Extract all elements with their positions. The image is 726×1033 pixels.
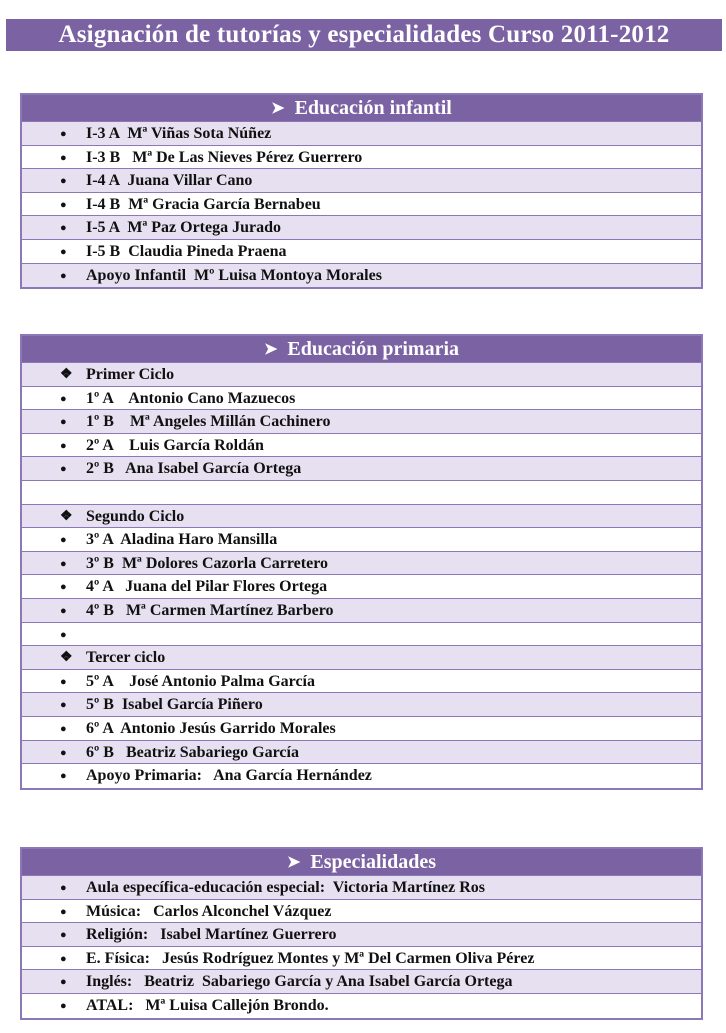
bullet-icon: ● bbox=[60, 557, 67, 570]
list-item bbox=[22, 264, 701, 288]
list-item bbox=[22, 122, 701, 146]
list-item-text: 4º B Mª Carmen Martínez Barbero bbox=[86, 601, 334, 619]
cycle-heading: Primer Ciclo bbox=[86, 366, 175, 383]
list-item bbox=[22, 505, 701, 529]
list-item-text: Música: Carlos Alconchel Vázquez bbox=[86, 902, 332, 920]
list-item-text: I-5 A Mª Paz Ortega Jurado bbox=[86, 219, 281, 237]
list-item-text: 6º A Antonio Jesús Garrido Morales bbox=[86, 719, 336, 737]
bullet-icon: ● bbox=[60, 999, 67, 1012]
bullet-icon: ● bbox=[60, 722, 67, 735]
list-item-text: ATAL: Mª Luisa Callejón Brondo. bbox=[86, 996, 329, 1014]
list-item-text: 1º A Antonio Cano Mazuecos bbox=[86, 389, 296, 407]
list-item-text: 2º B Ana Isabel García Ortega bbox=[86, 460, 302, 478]
section-educacion-infantil bbox=[20, 93, 703, 289]
list-item bbox=[22, 599, 701, 623]
bullet-icon: ● bbox=[60, 392, 67, 405]
bullet-icon: ● bbox=[60, 222, 67, 235]
list-item bbox=[22, 575, 701, 599]
list-item bbox=[22, 970, 701, 994]
bullet-icon: ● bbox=[60, 882, 67, 894]
bullet-icon: ● bbox=[60, 699, 67, 712]
section-educacion-primaria bbox=[20, 334, 703, 790]
section-heading-label: Educación infantil bbox=[294, 97, 452, 119]
list-item-text: 1º B Mª Angeles Millán Cachinero bbox=[86, 413, 331, 431]
list-item bbox=[22, 900, 701, 924]
list-item bbox=[22, 717, 701, 741]
bullet-icon: ● bbox=[60, 245, 67, 258]
bullet-icon: ● bbox=[60, 604, 67, 617]
bullet-icon: ● bbox=[60, 416, 67, 429]
bullet-icon: ● bbox=[60, 770, 67, 783]
list-item bbox=[22, 240, 701, 264]
list-item bbox=[22, 363, 701, 387]
list-item-text: E. Física: Jesús Rodríguez Montes y Mª Del Carmen Oliva Pérez bbox=[86, 949, 535, 967]
list-item-text: I-4 A Juana Villar Cano bbox=[86, 172, 253, 190]
list-item bbox=[22, 457, 701, 481]
list-item bbox=[22, 169, 701, 193]
cycle-heading: Segundo Ciclo bbox=[86, 507, 185, 525]
list-item-text: 5º B Isabel García Piñero bbox=[86, 696, 263, 714]
list-item-text: 2º A Luis García Roldán bbox=[86, 436, 264, 454]
list-item-text: 3º B Mª Dolores Cazorla Carretero bbox=[86, 554, 329, 572]
bullet-icon: ● bbox=[60, 175, 67, 188]
list-item-text: 5º A José Antonio Palma García bbox=[86, 672, 315, 690]
list-item bbox=[22, 646, 701, 670]
bullet-icon: ● bbox=[60, 463, 67, 476]
bullet-icon: ● bbox=[60, 628, 67, 641]
cycle-heading: Tercer ciclo bbox=[86, 649, 166, 667]
list-item bbox=[22, 434, 701, 458]
bullet-icon: ● bbox=[60, 198, 67, 211]
list-item-text: 3º A Aladina Haro Mansilla bbox=[86, 531, 278, 549]
bullet-icon: ● bbox=[60, 534, 67, 547]
diamond-bullet-icon: ❖ bbox=[60, 508, 73, 524]
list-item bbox=[22, 994, 701, 1018]
bullet-icon: ● bbox=[60, 976, 67, 989]
list-item-text: Apoyo Primaria: Ana García Hernández bbox=[86, 767, 372, 785]
list-item bbox=[22, 146, 701, 170]
list-item-text: Religión: Isabel Martínez Guerrero bbox=[86, 926, 337, 944]
list-item-text: Apoyo Infantil Mº Luisa Montoya Morales bbox=[86, 266, 382, 284]
bullet-icon: ● bbox=[60, 929, 67, 942]
list-item bbox=[22, 552, 701, 576]
list-item bbox=[22, 876, 701, 900]
list-item-text: Aula específica-educación especial: Victoria Martínez Ros bbox=[86, 879, 486, 896]
list-item bbox=[22, 216, 701, 240]
list-item bbox=[22, 387, 701, 411]
arrowhead-icon: ➤ bbox=[271, 100, 285, 117]
list-item bbox=[22, 670, 701, 694]
list-item bbox=[22, 923, 701, 947]
list-item bbox=[22, 623, 701, 647]
list-item-text: 6º B Beatriz Sabariego García bbox=[86, 743, 299, 761]
page-title: Asignación de tutorías y especialidades Curso 2011-2012 bbox=[6, 19, 722, 51]
list-item-text: Inglés: Beatriz Sabariego García y Ana Isabel García Ortega bbox=[86, 973, 513, 991]
section-heading-label: Especialidades bbox=[310, 851, 436, 873]
diamond-bullet-icon: ❖ bbox=[60, 367, 73, 382]
section-heading bbox=[22, 95, 701, 122]
section-especialidades bbox=[20, 847, 703, 1020]
bullet-icon: ● bbox=[60, 151, 67, 164]
list-item bbox=[22, 410, 701, 434]
arrowhead-icon: ➤ bbox=[263, 341, 278, 358]
bullet-icon: ● bbox=[60, 905, 67, 918]
list-item-text: I-5 B Claudia Pineda Praena bbox=[86, 242, 287, 260]
list-item-text: I-3 B Mª De Las Nieves Pérez Guerrero bbox=[86, 148, 363, 166]
arrowhead-icon: ➤ bbox=[287, 854, 301, 871]
bullet-icon: ● bbox=[60, 675, 67, 688]
list-item-text: I-4 B Mª Gracia García Bernabeu bbox=[86, 195, 321, 213]
list-item bbox=[22, 764, 701, 788]
bullet-icon: ● bbox=[60, 439, 67, 452]
list-item bbox=[22, 528, 701, 552]
bullet-icon: ● bbox=[60, 581, 67, 594]
list-item-text: I-3 A Mª Viñas Sota Núñez bbox=[86, 125, 272, 142]
list-item bbox=[22, 193, 701, 217]
bullet-icon: ● bbox=[60, 128, 67, 140]
diamond-bullet-icon: ❖ bbox=[60, 650, 73, 666]
section-heading-label: Educación primaria bbox=[287, 338, 460, 360]
list-item bbox=[22, 693, 701, 717]
list-item bbox=[22, 481, 701, 505]
bullet-icon: ● bbox=[60, 746, 67, 759]
section-heading bbox=[22, 336, 701, 363]
list-item-text: 4º A Juana del Pilar Flores Ortega bbox=[86, 578, 328, 596]
list-item bbox=[22, 947, 701, 971]
bullet-icon: ● bbox=[60, 269, 67, 282]
section-heading bbox=[22, 849, 701, 876]
bullet-icon: ● bbox=[60, 952, 67, 965]
list-item bbox=[22, 741, 701, 765]
